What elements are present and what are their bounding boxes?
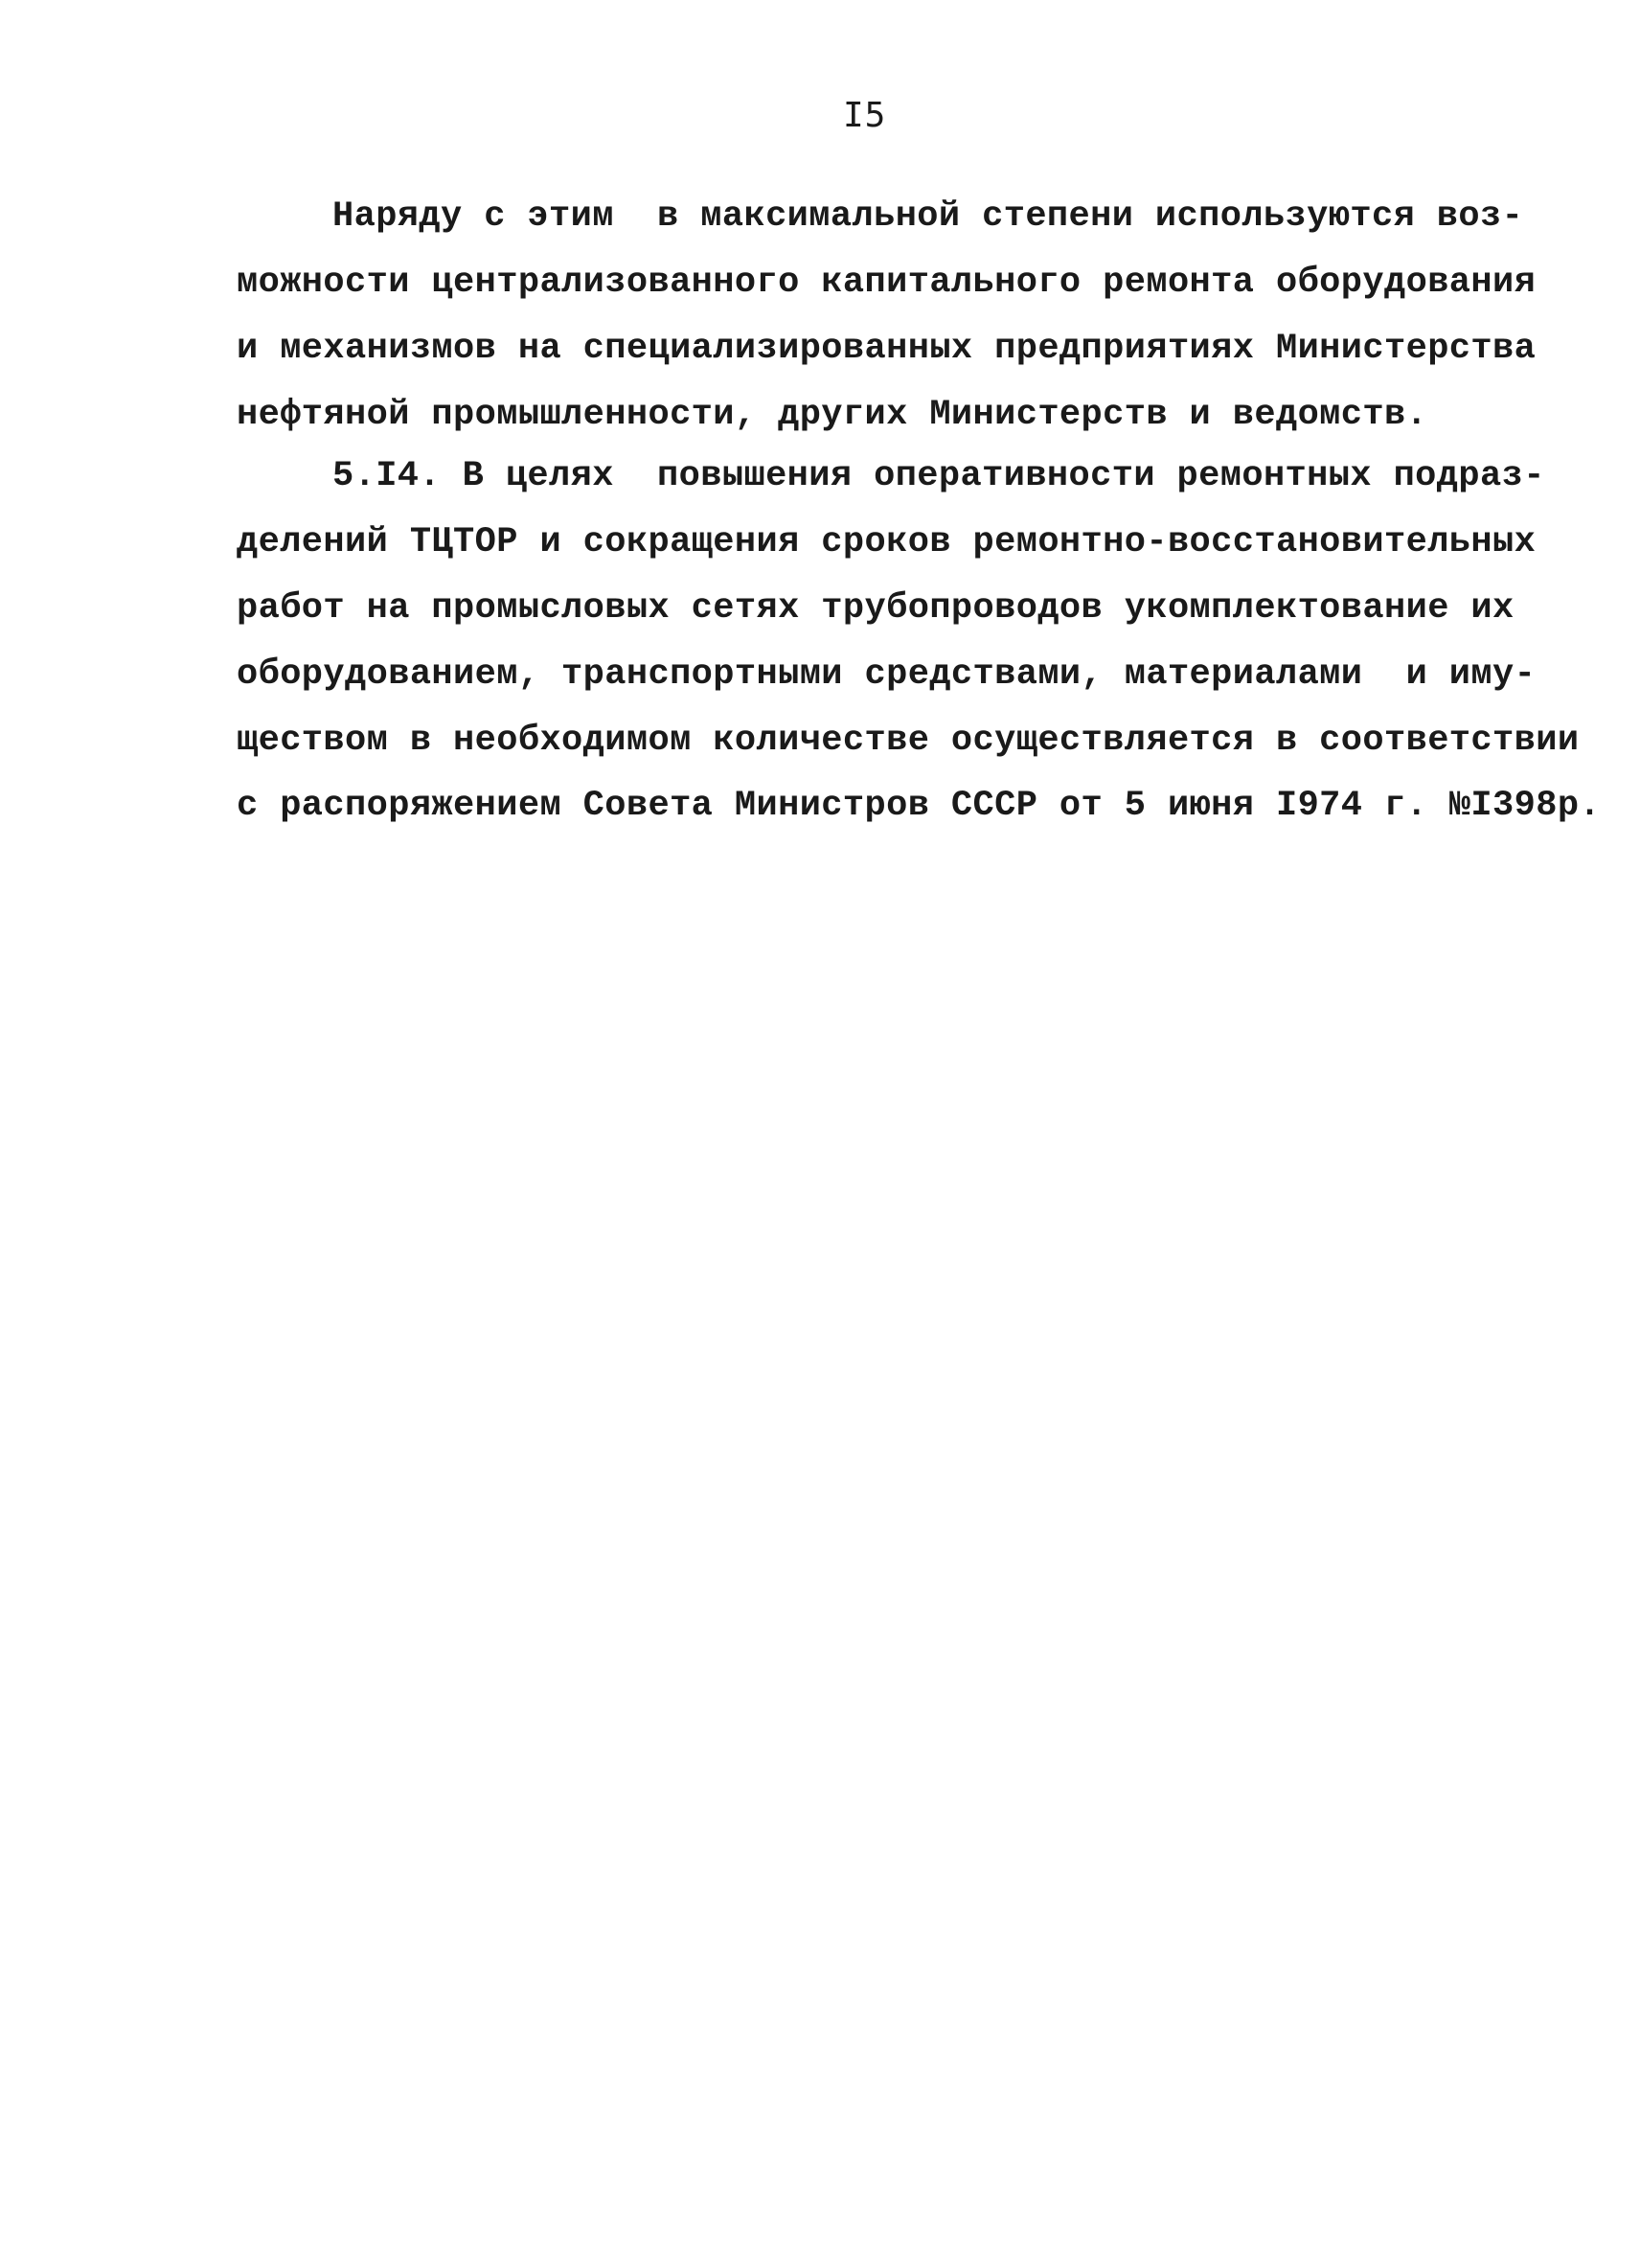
paragraph-line: 5.I4. В целях повышения оперативности ремонтных подраз- xyxy=(332,456,1545,496)
paragraph-line: нефтяной промышленности, других Министерств и ведомств. xyxy=(237,395,1428,435)
paragraph-line: с распоряжением Совета Министров СССР от 5 июня I974 г. №I398р. xyxy=(237,786,1602,826)
paragraph-line: Наряду с этим в максимальной степени используются воз- xyxy=(332,196,1524,237)
paragraph-line: ществом в необходимом количестве осуществляется в соответствии xyxy=(237,721,1580,761)
paragraph-line: работ на промысловых сетях трубопроводов укомплектование их xyxy=(237,588,1515,629)
paragraph-line: можности централизованного капитального ремонта оборудования xyxy=(237,263,1537,303)
paragraph-line: делений ТЦТОР и сокращения сроков ремонтно-восстановительных xyxy=(237,522,1537,562)
paragraph-line: оборудованием, транспортными средствами, материалами и иму- xyxy=(237,654,1537,695)
page-number: I5 xyxy=(843,96,887,135)
paragraph-line: и механизмов на специализированных предприятиях Министерства xyxy=(237,329,1537,369)
